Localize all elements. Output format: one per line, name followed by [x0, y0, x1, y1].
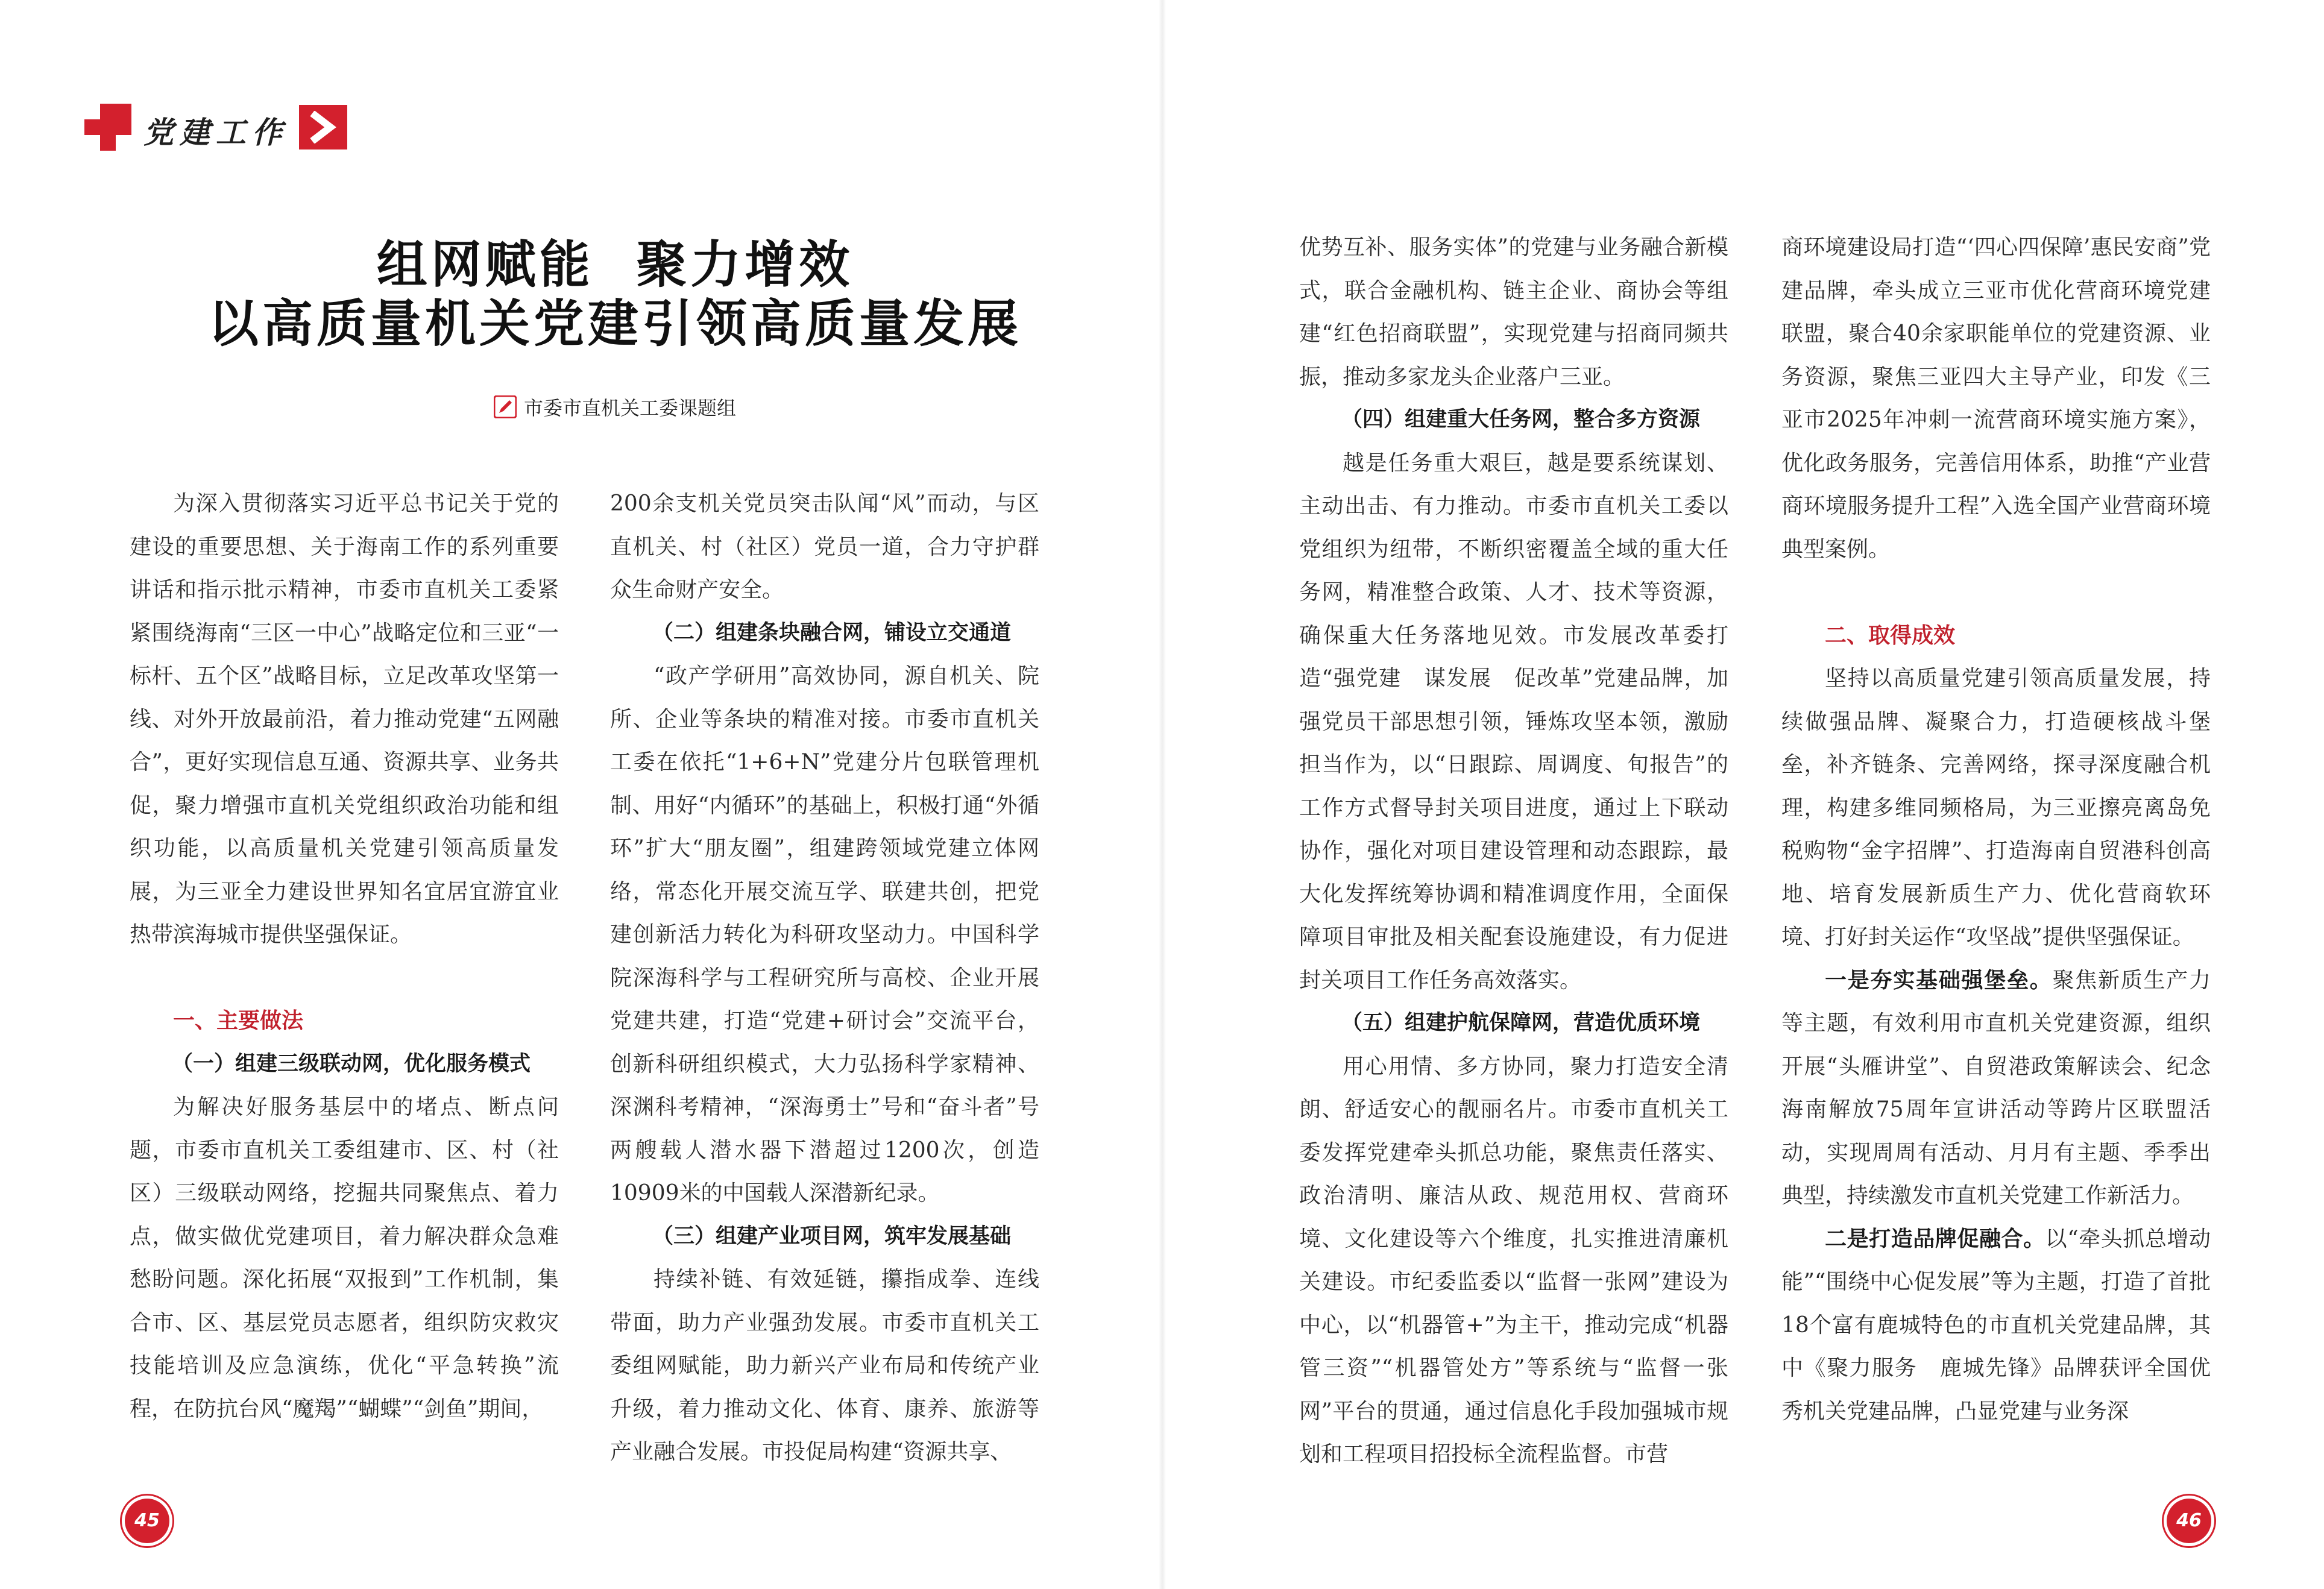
paragraph-body: 聚焦新质生产力等主题，有效利用市直机关党建资源，组织开展“头雁讲堂”、自贸港政策解读会、纪念海南解放75周年宣讲活动等跨片区联盟活动，实现周周有活动、月月有主题、季季出典型，持续激发市直机关党建工作新活力。	[1781, 968, 2211, 1208]
article-title-line-2: 以高质量机关党建引领高质量发展	[207, 294, 1022, 353]
paragraph: 为解决好服务基层中的堵点、断点问题，市委市直机关工委组建市、区、村（社区）三级联动网络，挖掘共同聚焦点、着力点，做实做优党建项目，着力解决群众急难愁盼问题。深化拓展“双报到”工作机制，集合市、区、基层党员志愿者，组织防灾救灾技能培训及应急演练，优化“平急转换”流程，在防抗台风“魔羯”“蝴蝶”“剑鱼”期间，	[130, 1095, 559, 1421]
article-title	[121, 235, 1109, 353]
column-2	[610, 482, 1039, 1474]
page-gutter	[1159, 0, 1166, 1589]
heading-main-practices: 一、主要做法	[173, 1008, 304, 1033]
heading-results: 二、取得成效	[1825, 623, 1956, 648]
column-4	[1781, 226, 2211, 1433]
section-name: 党建工作	[143, 115, 288, 150]
subheading-2: （二）组建条块融合网，铺设立交通道	[652, 620, 1012, 645]
paragraph: 用心用情、多方协同，聚力打造安全清朗、舒适安心的靓丽名片。市委市直机关工委发挥党建牵头抓总功能，聚焦责任落实、政治清明、廉洁从政、规范用权、营商环境、文化建设等六个维度，扎实推进清廉机关建设。市纪委监委以“监督一张网”建设为中心，以“机器管+”为主干，推动完成“机器管三资”“机器管处方”等系统与“监督一张网”平台的贯通，通过信息化手段加强城市规划和工程项目招投标全流程监督。市营	[1299, 1054, 1728, 1467]
paragraph	[1781, 1218, 2211, 1433]
section-logo-icon	[84, 104, 133, 152]
lead-text: 一是夯实基础强堡垒。	[1825, 968, 2053, 993]
paragraph: 越是任务重大艰巨，越是要系统谋划、主动出击、有力推动。市委市直机关工委以党组织为纽带，不断织密覆盖全域的重大任务网，精准整合政策、人才、技术等资源，确保重大任务落地见效。市发展改革委打造“强党建 谋发展 促改革”党建品牌，加强党员干部思想引领，锤炼攻坚本领，激励担当作为，以“日跟踪、周调度、旬报告”的工作方式督导封关项目进度，通过上下联动协作，强化对项目建设管理和动态跟踪，最大化发挥统筹协调和精准调度作用，全面保障项目审批及相关配套设施建设，有力促进封关项目工作任务高效落实。	[1299, 450, 1728, 993]
subheading-5: （五）组建护航保障网，营造优质环境	[1341, 1011, 1701, 1035]
paragraph	[1781, 959, 2211, 1218]
page-number-left: 45	[125, 1499, 169, 1543]
chevron-right-icon	[299, 105, 347, 149]
paragraph: 持续补链、有效延链，攥指成拳、连线带面，助力产业强劲发展。市委市直机关工委组网赋能，助力新兴产业布局和传统产业升级，着力推动文化、体育、康养、旅游等产业融合发展。市投促局构建“资源共享、	[610, 1267, 1039, 1464]
article-title-line-1: 组网赋能 聚力增效	[376, 235, 854, 294]
column-3	[1299, 226, 1728, 1476]
paragraph: 商环境建设局打造“‘四心四保障’惠民安商”党建品牌，牵头成立三亚市优化营商环境党建联盟，聚合40余家职能单位的党建资源、业务资源，聚焦三亚四大主导产业，印发《三亚市2025年冲刺一流营商环境实施方案》，优化政务服务，完善信用体系，助推“产业营商环境服务提升工程”入选全国产业营商环境典型案例。	[1781, 235, 2211, 562]
lead-text: 二是打造品牌促融合。	[1825, 1226, 2045, 1251]
paragraph: 优势互补、服务实体”的党建与业务融合新模式，联合金融机构、链主企业、商协会等组建“红色招商联盟”，实现党建与招商同频共振，推动多家龙头企业落户三亚。	[1299, 235, 1728, 389]
intro-paragraph: 为深入贯彻落实习近平总书记关于党的建设的重要思想、关于海南工作的系列重要讲话和指示批示精神，市委市直机关工委紧紧围绕海南“三区一中心”战略定位和三亚“一标杆、五个区”战略目标，立足改革攻坚第一线、对外开放最前沿，着力推动党建“五网融合”，更好实现信息互通、资源共享、业务共促，聚力增强市直机关党组织政治功能和组织功能，以高质量机关党建引领高质量发展，为三亚全力建设世界知名宜居宜游宜业热带滨海城市提供坚强保证。	[130, 491, 559, 947]
byline-text: 市委市直机关工委课题组	[523, 397, 736, 420]
paragraph: “政产学研用”高效协同，源自机关、院所、企业等条块的精准对接。市委市直机关工委在依托“1+6+N”党建分片包联管理机制、用好“内循环”的基础上，积极打通“外循环”扩大“朋友圈”，组建跨领域党建立体网络，常态化开展交流互学、联建共创，把党建创新活力转化为科研攻坚动力。中国科学院深海科学与工程研究所与高校、企业开展党建共建，打造“党建+研讨会”交流平台，创新科研组织模式，大力弘扬科学家精神、深渊科考精神，“深海勇士”号和“奋斗者”号两艘载人潜水器下潜超过1200次，创造10909米的中国载人深潜新纪录。	[610, 664, 1039, 1206]
article-byline	[121, 393, 1109, 423]
subheading-1: （一）组建三级联动网，优化服务模式	[172, 1051, 531, 1076]
column-1	[130, 482, 559, 1430]
paragraph: 坚持以高质量党建引领高质量发展，持续做强品牌、凝聚合力，打造硬核战斗堡垒，补齐链条、完善网络，探寻深度融合机理，构建多维同频格局，为三亚擦亮离岛免税购物“金字招牌”、打造海南自贸港科创高地、培育发展新质生产力、优化营商软环境、打好封关运作“攻坚战”提供坚强保证。	[1781, 666, 2211, 949]
subheading-3: （三）组建产业项目网，筑牢发展基础	[652, 1224, 1012, 1248]
paragraph: 200余支机关党员突击队闻“风”而动，与区直机关、村（社区）党员一道，合力守护群众生命财产安全。	[610, 491, 1039, 602]
pen-icon	[494, 395, 517, 423]
section-header	[84, 104, 350, 158]
subheading-4: （四）组建重大任务网，整合多方资源	[1341, 407, 1701, 432]
paragraph-body: 以“牵头抓总增动能”“围绕中心促发展”等为主题，打造了首批18个富有鹿城特色的市直机关党建品牌，其中《聚力服务 鹿城先锋》品牌获评全国优秀机关党建品牌，凸显党建与业务深	[1781, 1226, 2211, 1424]
page-number-right: 46	[2167, 1499, 2211, 1543]
